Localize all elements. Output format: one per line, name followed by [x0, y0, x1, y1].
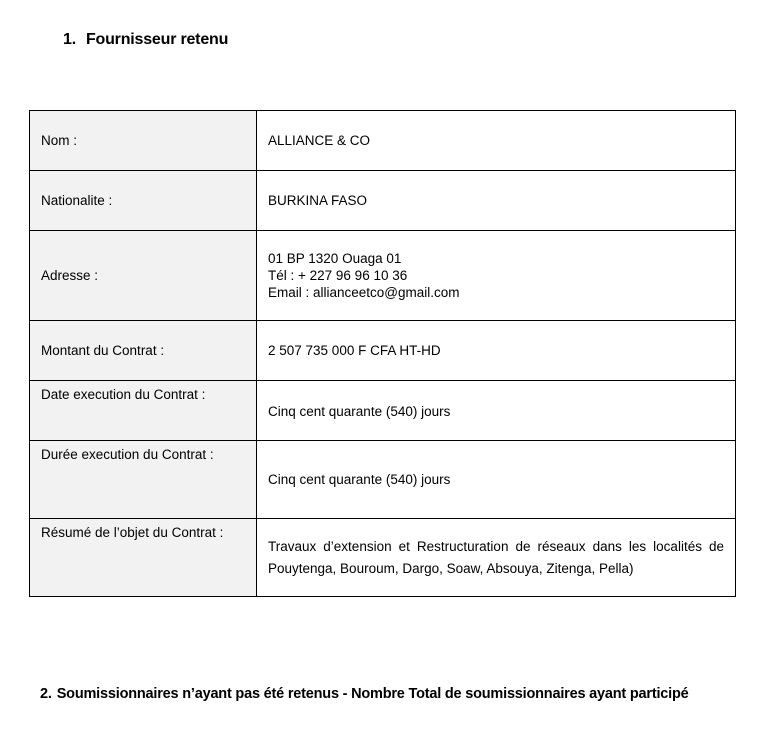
value-resume-objet: Travaux d’extension et Restructuration de réseaux dans les localités de Pouytenga, Bouroum, Dargo, Soaw, Absouya, Zitenga, Pella)	[257, 519, 736, 597]
label-duree-execution: Durée execution du Contrat :	[30, 441, 257, 519]
value-nom: ALLIANCE & CO	[257, 111, 736, 171]
label-resume-objet: Résumé de l’objet du Contrat :	[30, 519, 257, 597]
address-line-1: 01 BP 1320 Ouaga 01	[268, 251, 402, 266]
section-1-title: Fournisseur retenu	[85, 31, 229, 48]
table-row-duree-execution	[30, 441, 736, 519]
value-nationalite: BURKINA FASO	[257, 171, 736, 231]
value-montant: 2 507 735 000 F CFA HT-HD	[257, 321, 736, 381]
table-row-nationalite	[30, 171, 736, 231]
table-row-nom	[30, 111, 736, 171]
table-row-date-execution	[30, 381, 736, 441]
value-adresse	[257, 231, 736, 321]
label-date-execution: Date execution du Contrat :	[30, 381, 257, 441]
address-line-email: Email : allianceetco@gmail.com	[268, 285, 460, 300]
address-line-phone: Tél : + 227 96 96 10 36	[268, 268, 408, 283]
table-row-resume-objet	[30, 519, 736, 597]
label-montant: Montant du Contrat :	[30, 321, 257, 381]
label-nom: Nom :	[30, 111, 257, 171]
section-1-number: 1.	[63, 31, 76, 48]
label-nationalite: Nationalite :	[30, 171, 257, 231]
value-date-execution: Cinq cent quarante (540) jours	[257, 381, 736, 441]
value-duree-execution: Cinq cent quarante (540) jours	[257, 441, 736, 519]
table-row-montant	[30, 321, 736, 381]
label-adresse: Adresse :	[30, 231, 257, 321]
section-2-title: Soumissionnaires n’ayant pas été retenus - Nombre Total de soumissionnaires ayant participé	[56, 686, 689, 702]
supplier-info-table	[29, 110, 736, 597]
table-row-adresse	[30, 231, 736, 321]
section-2-heading	[40, 686, 689, 702]
section-2-number: 2.	[40, 686, 52, 702]
section-1-heading	[63, 31, 228, 49]
